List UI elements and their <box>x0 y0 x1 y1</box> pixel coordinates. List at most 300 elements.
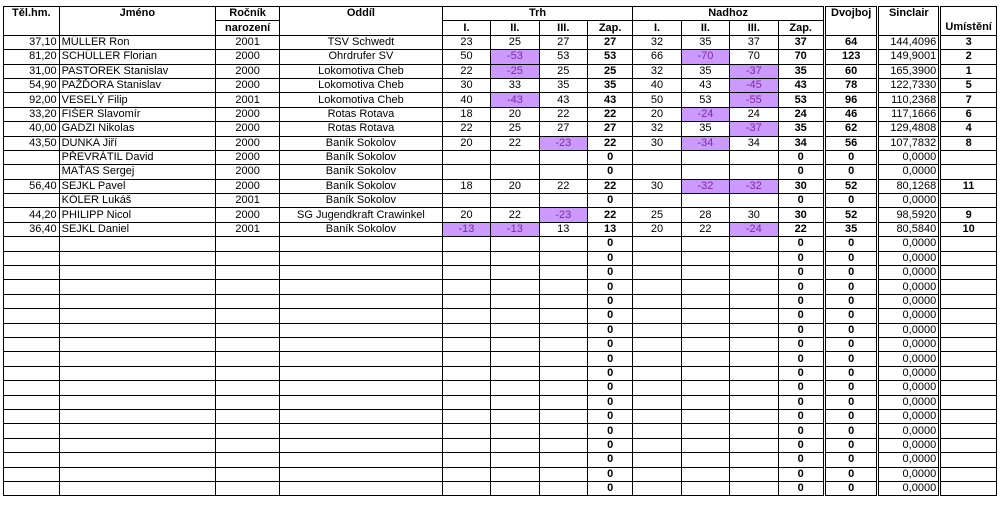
cell-nz: 30 <box>778 208 823 222</box>
cell-n2 <box>681 366 729 380</box>
cell-nz: 0 <box>778 467 823 481</box>
cell-n3 <box>730 481 778 495</box>
cell-n1: 32 <box>633 35 681 49</box>
cell-dv: 0 <box>825 438 877 452</box>
cell-n3 <box>730 280 778 294</box>
cell-nz: 53 <box>778 93 823 107</box>
cell-tel <box>4 309 60 323</box>
cell-t2 <box>491 453 539 467</box>
cell-um <box>941 381 997 395</box>
table-row <box>4 78 997 92</box>
cell-t1 <box>442 395 490 409</box>
cell-club <box>280 438 443 452</box>
cell-n2 <box>681 165 729 179</box>
cell-nz: 35 <box>778 122 823 136</box>
header-dvojboj: Dvojboj <box>825 7 877 21</box>
cell-year <box>216 438 280 452</box>
cell-t1 <box>442 481 490 495</box>
cell-club: Baník Sokolov <box>280 222 443 236</box>
cell-dv: 96 <box>825 93 877 107</box>
cell-t3 <box>539 237 587 251</box>
cell-um <box>941 467 997 481</box>
results-body <box>4 35 997 496</box>
cell-t2 <box>491 237 539 251</box>
cell-t2: 22 <box>491 208 539 222</box>
cell-n3 <box>730 438 778 452</box>
cell-t1: 30 <box>442 78 490 92</box>
cell-tz: 0 <box>587 395 632 409</box>
cell-sin: 0,0000 <box>879 194 939 208</box>
cell-t1 <box>442 352 490 366</box>
cell-club: Baník Sokolov <box>280 136 443 150</box>
cell-club: Lokomotiva Cheb <box>280 93 443 107</box>
cell-n2: -32 <box>681 179 729 193</box>
cell-n3: -37 <box>730 64 778 78</box>
table-row <box>4 409 997 423</box>
cell-t3: 22 <box>539 179 587 193</box>
cell-n1: 20 <box>633 107 681 121</box>
cell-t3: 43 <box>539 93 587 107</box>
cell-um <box>941 453 997 467</box>
cell-dv: 35 <box>825 222 877 236</box>
cell-n1 <box>633 395 681 409</box>
cell-um <box>941 294 997 308</box>
cell-um <box>941 395 997 409</box>
cell-t2 <box>491 194 539 208</box>
cell-t2 <box>491 337 539 351</box>
cell-n3 <box>730 366 778 380</box>
cell-year <box>216 280 280 294</box>
cell-dv: 52 <box>825 179 877 193</box>
cell-nz: 37 <box>778 35 823 49</box>
cell-year: 2000 <box>216 50 280 64</box>
cell-t2: 20 <box>491 107 539 121</box>
cell-n3 <box>730 294 778 308</box>
cell-club: Rotas Rotava <box>280 107 443 121</box>
cell-t3 <box>539 453 587 467</box>
cell-tz: 0 <box>587 309 632 323</box>
cell-year <box>216 453 280 467</box>
cell-tel: 31,00 <box>4 64 60 78</box>
cell-tz: 53 <box>587 50 632 64</box>
cell-dv: 0 <box>825 337 877 351</box>
cell-um: 8 <box>941 136 997 150</box>
table-row <box>4 352 997 366</box>
cell-nz: 0 <box>778 165 823 179</box>
table-row <box>4 136 997 150</box>
cell-dv: 60 <box>825 64 877 78</box>
cell-t2: 20 <box>491 179 539 193</box>
cell-club <box>280 467 443 481</box>
table-row <box>4 93 997 107</box>
cell-n1 <box>633 266 681 280</box>
cell-t1: 18 <box>442 107 490 121</box>
cell-n3: 37 <box>730 35 778 49</box>
table-row <box>4 208 997 222</box>
table-row <box>4 165 997 179</box>
cell-um <box>941 194 997 208</box>
cell-n3 <box>730 453 778 467</box>
header-trh-3: III. <box>539 21 587 35</box>
cell-name <box>59 395 216 409</box>
cell-n3 <box>730 150 778 164</box>
header-umisteni: Umístění <box>941 21 997 35</box>
cell-tz: 0 <box>587 453 632 467</box>
cell-n1 <box>633 237 681 251</box>
cell-tel <box>4 381 60 395</box>
cell-tel: 81,20 <box>4 50 60 64</box>
cell-tz: 0 <box>587 323 632 337</box>
header-nadhoz-1: I. <box>633 21 681 35</box>
header-nadhoz: Nadhoz <box>633 7 824 21</box>
cell-sin: 0,0000 <box>879 165 939 179</box>
cell-nz: 0 <box>778 150 823 164</box>
cell-t1 <box>442 237 490 251</box>
cell-year: 2000 <box>216 122 280 136</box>
cell-club <box>280 251 443 265</box>
cell-name <box>59 337 216 351</box>
cell-tel: 33,20 <box>4 107 60 121</box>
cell-n1: 50 <box>633 93 681 107</box>
cell-nz: 0 <box>778 237 823 251</box>
cell-n1 <box>633 194 681 208</box>
table-row <box>4 35 997 49</box>
cell-t3 <box>539 381 587 395</box>
cell-n2: 22 <box>681 222 729 236</box>
cell-dv: 64 <box>825 35 877 49</box>
cell-t3: 13 <box>539 222 587 236</box>
cell-name: SEJKL Pavel <box>59 179 216 193</box>
cell-club <box>280 395 443 409</box>
header-nadhoz-2: II. <box>681 21 729 35</box>
cell-t1: -13 <box>442 222 490 236</box>
results-table <box>3 6 997 496</box>
cell-club <box>280 280 443 294</box>
cell-t3 <box>539 409 587 423</box>
cell-name <box>59 251 216 265</box>
cell-dv: 0 <box>825 366 877 380</box>
cell-club <box>280 481 443 495</box>
cell-t1 <box>442 150 490 164</box>
cell-um <box>941 165 997 179</box>
cell-name <box>59 453 216 467</box>
cell-sin: 144,4096 <box>879 35 939 49</box>
cell-year <box>216 237 280 251</box>
cell-n1 <box>633 438 681 452</box>
cell-t2: 25 <box>491 35 539 49</box>
cell-tel <box>4 251 60 265</box>
cell-name: SCHÜLLER Florian <box>59 50 216 64</box>
cell-dv: 46 <box>825 107 877 121</box>
cell-n1 <box>633 323 681 337</box>
cell-t1: 20 <box>442 208 490 222</box>
cell-tel <box>4 453 60 467</box>
cell-n1: 30 <box>633 136 681 150</box>
cell-t2 <box>491 381 539 395</box>
cell-n1 <box>633 481 681 495</box>
table-row <box>4 122 997 136</box>
cell-nz: 0 <box>778 294 823 308</box>
cell-tz: 22 <box>587 208 632 222</box>
table-row <box>4 366 997 380</box>
cell-tz: 0 <box>587 438 632 452</box>
cell-dv: 0 <box>825 150 877 164</box>
cell-nz: 0 <box>778 280 823 294</box>
header-rocnik: Ročník <box>216 7 280 21</box>
cell-sin: 129,4808 <box>879 122 939 136</box>
cell-sin: 80,1268 <box>879 179 939 193</box>
table-row <box>4 438 997 452</box>
header-jmeno: Jméno <box>59 7 216 21</box>
table-row <box>4 481 997 495</box>
cell-n3: -45 <box>730 78 778 92</box>
cell-t3: 22 <box>539 107 587 121</box>
cell-sin: 0,0000 <box>879 280 939 294</box>
cell-dv: 0 <box>825 237 877 251</box>
table-row <box>4 424 997 438</box>
cell-sin: 0,0000 <box>879 424 939 438</box>
cell-club <box>280 424 443 438</box>
cell-tel: 37,10 <box>4 35 60 49</box>
cell-club <box>280 337 443 351</box>
cell-tz: 0 <box>587 266 632 280</box>
cell-n1 <box>633 251 681 265</box>
cell-t1: 20 <box>442 136 490 150</box>
cell-club: Baník Sokolov <box>280 194 443 208</box>
cell-t3 <box>539 165 587 179</box>
header-umisteni-top <box>941 7 997 21</box>
cell-t2: -13 <box>491 222 539 236</box>
cell-n2: 43 <box>681 78 729 92</box>
cell-t1 <box>442 453 490 467</box>
cell-name: PHILIPP Nicol <box>59 208 216 222</box>
cell-tz: 0 <box>587 424 632 438</box>
cell-n3 <box>730 352 778 366</box>
cell-t3: 53 <box>539 50 587 64</box>
header-trh-1: I. <box>442 21 490 35</box>
table-row <box>4 294 997 308</box>
header-nadhoz-3: III. <box>730 21 778 35</box>
cell-nz: 0 <box>778 438 823 452</box>
cell-sin: 0,0000 <box>879 337 939 351</box>
cell-tel: 92,00 <box>4 93 60 107</box>
cell-year <box>216 294 280 308</box>
cell-tel <box>4 237 60 251</box>
cell-nz: 0 <box>778 424 823 438</box>
header-tel-hm-cont <box>4 21 60 35</box>
cell-n3: -55 <box>730 93 778 107</box>
cell-n2: -24 <box>681 107 729 121</box>
cell-name: MAŤAS Sergej <box>59 165 216 179</box>
cell-nz: 0 <box>778 337 823 351</box>
cell-name <box>59 323 216 337</box>
cell-um <box>941 237 997 251</box>
cell-nz: 0 <box>778 366 823 380</box>
cell-n3 <box>730 337 778 351</box>
cell-n1: 20 <box>633 222 681 236</box>
cell-club: Baník Sokolov <box>280 179 443 193</box>
cell-um <box>941 481 997 495</box>
cell-name: PAŽĎORA Stanislav <box>59 78 216 92</box>
cell-n3 <box>730 266 778 280</box>
table-row <box>4 150 997 164</box>
cell-n2: 53 <box>681 93 729 107</box>
cell-um <box>941 366 997 380</box>
cell-club: Ohrdrufer SV <box>280 50 443 64</box>
table-row <box>4 467 997 481</box>
cell-club <box>280 237 443 251</box>
cell-tel <box>4 467 60 481</box>
cell-t1 <box>442 266 490 280</box>
header-narozeni: narození <box>216 21 280 35</box>
cell-sin: 0,0000 <box>879 409 939 423</box>
cell-n2 <box>681 150 729 164</box>
cell-year <box>216 266 280 280</box>
header-trh-2: II. <box>491 21 539 35</box>
cell-sin: 117,1666 <box>879 107 939 121</box>
cell-dv: 0 <box>825 280 877 294</box>
table-row <box>4 64 997 78</box>
cell-nz: 24 <box>778 107 823 121</box>
cell-t3 <box>539 194 587 208</box>
cell-t1: 50 <box>442 50 490 64</box>
cell-tz: 27 <box>587 122 632 136</box>
cell-t3 <box>539 438 587 452</box>
cell-n2 <box>681 467 729 481</box>
cell-club <box>280 381 443 395</box>
cell-tz: 13 <box>587 222 632 236</box>
cell-name <box>59 481 216 495</box>
cell-tel: 36,40 <box>4 222 60 236</box>
cell-n3: -32 <box>730 179 778 193</box>
cell-n2 <box>681 251 729 265</box>
cell-um <box>941 409 997 423</box>
cell-um: 7 <box>941 93 997 107</box>
cell-n1 <box>633 366 681 380</box>
cell-sin: 110,2368 <box>879 93 939 107</box>
cell-n1 <box>633 424 681 438</box>
cell-year <box>216 395 280 409</box>
cell-t2 <box>491 352 539 366</box>
table-row <box>4 381 997 395</box>
cell-tz: 22 <box>587 107 632 121</box>
cell-sin: 149,9001 <box>879 50 939 64</box>
cell-t1 <box>442 251 490 265</box>
cell-tel <box>4 352 60 366</box>
cell-dv: 62 <box>825 122 877 136</box>
cell-name: VESELÝ Filip <box>59 93 216 107</box>
cell-n1 <box>633 280 681 294</box>
cell-tel <box>4 395 60 409</box>
cell-t2: 25 <box>491 122 539 136</box>
cell-nz: 0 <box>778 251 823 265</box>
cell-n3: 24 <box>730 107 778 121</box>
cell-tz: 0 <box>587 165 632 179</box>
table-row <box>4 266 997 280</box>
cell-n1 <box>633 309 681 323</box>
cell-tz: 0 <box>587 150 632 164</box>
cell-um <box>941 309 997 323</box>
cell-tz: 0 <box>587 381 632 395</box>
cell-um <box>941 280 997 294</box>
cell-tel <box>4 323 60 337</box>
cell-tel <box>4 150 60 164</box>
cell-sin: 0,0000 <box>879 481 939 495</box>
cell-dv: 0 <box>825 395 877 409</box>
cell-n3: 70 <box>730 50 778 64</box>
cell-t3 <box>539 467 587 481</box>
cell-year: 2000 <box>216 64 280 78</box>
cell-t3 <box>539 309 587 323</box>
cell-n2 <box>681 266 729 280</box>
cell-tel <box>4 438 60 452</box>
cell-name: FIŠER Slavomír <box>59 107 216 121</box>
cell-t1 <box>442 309 490 323</box>
header-tel-hm: Těl.hm. <box>4 7 60 21</box>
cell-dv: 0 <box>825 165 877 179</box>
cell-n1: 32 <box>633 122 681 136</box>
cell-tz: 0 <box>587 251 632 265</box>
cell-n2 <box>681 481 729 495</box>
cell-sin: 0,0000 <box>879 309 939 323</box>
cell-tz: 27 <box>587 35 632 49</box>
cell-name <box>59 266 216 280</box>
cell-nz: 35 <box>778 64 823 78</box>
cell-dv: 123 <box>825 50 877 64</box>
cell-year <box>216 309 280 323</box>
cell-t2 <box>491 150 539 164</box>
cell-t2: -25 <box>491 64 539 78</box>
cell-n1 <box>633 352 681 366</box>
cell-year <box>216 409 280 423</box>
header-sinclair: Sinclair <box>879 7 939 21</box>
cell-name <box>59 309 216 323</box>
cell-t1: 22 <box>442 64 490 78</box>
cell-t1 <box>442 424 490 438</box>
cell-dv: 0 <box>825 424 877 438</box>
cell-club <box>280 309 443 323</box>
cell-t3 <box>539 366 587 380</box>
table-row <box>4 323 997 337</box>
cell-t2 <box>491 251 539 265</box>
cell-nz: 0 <box>778 481 823 495</box>
cell-n2 <box>681 409 729 423</box>
table-row <box>4 251 997 265</box>
cell-t2 <box>491 409 539 423</box>
cell-um <box>941 424 997 438</box>
cell-club <box>280 366 443 380</box>
cell-name: GADZI Nikolas <box>59 122 216 136</box>
cell-t1: 18 <box>442 179 490 193</box>
cell-tel <box>4 409 60 423</box>
cell-n3: -37 <box>730 122 778 136</box>
cell-t3 <box>539 395 587 409</box>
cell-um <box>941 150 997 164</box>
cell-dv: 0 <box>825 294 877 308</box>
cell-n3 <box>730 251 778 265</box>
header-oddil-cont <box>280 21 443 35</box>
cell-tel <box>4 266 60 280</box>
cell-t3: 35 <box>539 78 587 92</box>
cell-tel <box>4 294 60 308</box>
cell-nz: 0 <box>778 352 823 366</box>
cell-tz: 22 <box>587 136 632 150</box>
cell-t1: 22 <box>442 122 490 136</box>
cell-t3 <box>539 337 587 351</box>
cell-um: 11 <box>941 179 997 193</box>
cell-sin: 122,7330 <box>879 78 939 92</box>
cell-dv: 0 <box>825 323 877 337</box>
